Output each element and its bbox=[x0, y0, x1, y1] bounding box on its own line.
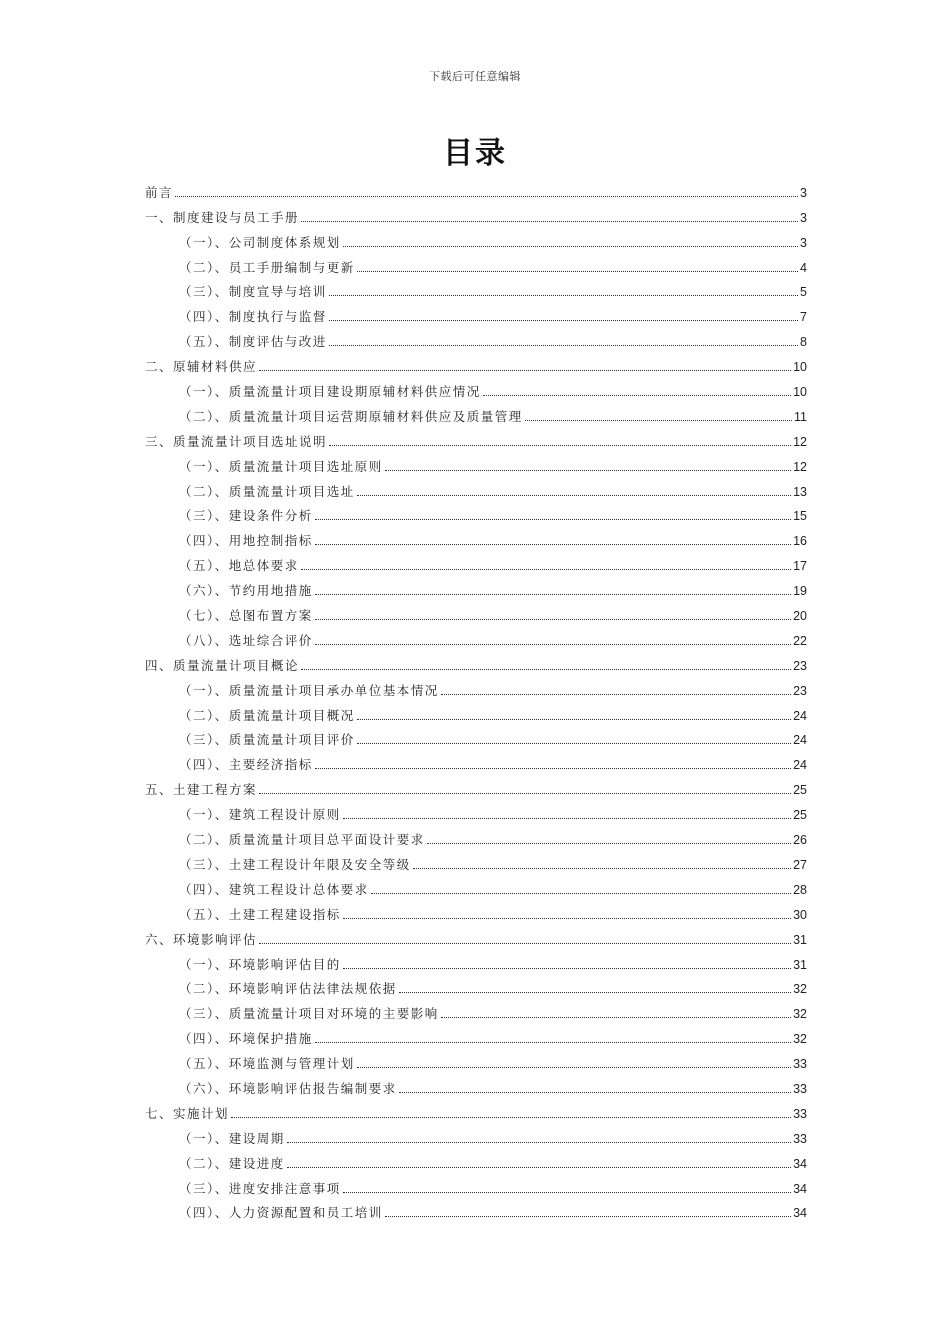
toc-entry-page: 27 bbox=[793, 857, 807, 872]
toc-entry-label: 前言 bbox=[145, 184, 174, 200]
toc-entry-label: （三）、土建工程设计年限及安全等级 bbox=[179, 856, 411, 872]
toc-entry-label: （一）、建设周期 bbox=[179, 1130, 285, 1146]
toc-leader-dots bbox=[357, 743, 791, 744]
toc-entry-page: 8 bbox=[800, 335, 807, 350]
toc-entry[interactable] bbox=[145, 748, 807, 773]
toc-entry-page: 25 bbox=[793, 808, 807, 823]
toc-entry-label: （六）、环境影响评估报告编制要求 bbox=[179, 1080, 397, 1096]
toc-entry[interactable] bbox=[145, 226, 807, 251]
toc-leader-dots bbox=[301, 221, 798, 222]
toc-entry-page: 13 bbox=[793, 484, 807, 499]
toc-entry[interactable] bbox=[145, 873, 807, 898]
toc-entry[interactable] bbox=[145, 973, 807, 998]
toc-entry-label: 一、制度建设与员工手册 bbox=[145, 209, 300, 225]
toc-leader-dots bbox=[259, 793, 791, 794]
toc-entry-label: （五）、地总体要求 bbox=[179, 558, 299, 574]
toc-leader-dots bbox=[357, 271, 798, 272]
toc-leader-dots bbox=[357, 719, 791, 720]
toc-entry[interactable] bbox=[145, 724, 807, 749]
toc-leader-dots bbox=[385, 470, 791, 471]
toc-leader-dots bbox=[301, 669, 791, 670]
toc-entry-label: （四）、环境保护措施 bbox=[179, 1031, 313, 1047]
toc-entry-page: 11 bbox=[794, 409, 807, 424]
toc-entry[interactable] bbox=[145, 599, 807, 624]
toc-entry-label: 四、质量流量计项目概论 bbox=[145, 657, 300, 673]
toc-entry[interactable] bbox=[145, 674, 807, 699]
toc-leader-dots bbox=[343, 918, 791, 919]
toc-entry[interactable] bbox=[145, 823, 807, 848]
toc-entry[interactable] bbox=[145, 276, 807, 301]
toc-entry[interactable] bbox=[145, 500, 807, 525]
toc-leader-dots bbox=[315, 768, 791, 769]
toc-entry[interactable] bbox=[145, 649, 807, 674]
toc-entry-page: 15 bbox=[793, 509, 807, 524]
toc-entry-label: （五）、土建工程建设指标 bbox=[179, 906, 341, 922]
toc-entry-label: （二）、质量流量计项目总平面设计要求 bbox=[179, 832, 425, 848]
toc-leader-dots bbox=[259, 943, 791, 944]
toc-leader-dots bbox=[399, 992, 791, 993]
header-note: 下载后可任意编辑 bbox=[429, 70, 521, 83]
toc-leader-dots bbox=[427, 843, 791, 844]
toc-entry[interactable] bbox=[145, 524, 807, 549]
toc-entry-page: 24 bbox=[793, 733, 807, 748]
toc-entry-label: 六、环境影响评估 bbox=[145, 931, 258, 947]
toc-entry-page: 33 bbox=[793, 1106, 807, 1121]
toc-entry[interactable] bbox=[145, 1122, 807, 1147]
toc-entry[interactable] bbox=[145, 1097, 807, 1122]
toc-entry[interactable] bbox=[145, 300, 807, 325]
toc-entry-label: （四）、主要经济指标 bbox=[179, 757, 313, 773]
toc-leader-dots bbox=[525, 420, 792, 421]
toc-entry-label: （七）、总图布置方案 bbox=[179, 608, 313, 624]
toc-entry-page: 3 bbox=[800, 185, 807, 200]
toc-entry-page: 30 bbox=[793, 907, 807, 922]
toc-entry-page: 20 bbox=[793, 609, 807, 624]
toc-entry-label: （四）、制度执行与监督 bbox=[179, 309, 327, 325]
toc-leader-dots bbox=[413, 868, 791, 869]
toc-entry-page: 34 bbox=[793, 1181, 807, 1196]
toc-entry-page: 31 bbox=[793, 957, 807, 972]
toc-entry[interactable] bbox=[145, 201, 807, 226]
toc-entry-page: 23 bbox=[793, 658, 807, 673]
toc-entry-page: 23 bbox=[793, 683, 807, 698]
toc-entry-label: （五）、制度评估与改进 bbox=[179, 334, 327, 350]
toc-entry-page: 19 bbox=[793, 584, 807, 599]
toc-leader-dots bbox=[385, 1216, 791, 1217]
toc-entry-label: （一）、质量流量计项目选址原则 bbox=[179, 458, 383, 474]
toc-entry[interactable] bbox=[145, 375, 807, 400]
toc-leader-dots bbox=[357, 1067, 791, 1068]
toc-entry-page: 33 bbox=[793, 1081, 807, 1096]
toc-entry-label: （二）、质量流量计项目概况 bbox=[179, 707, 355, 723]
toc-leader-dots bbox=[329, 320, 798, 321]
toc-entry-label: （三）、建设条件分析 bbox=[179, 508, 313, 524]
toc-leader-dots bbox=[315, 1042, 791, 1043]
toc-entry[interactable] bbox=[145, 1172, 807, 1197]
toc-leader-dots bbox=[483, 395, 791, 396]
toc-entry-page: 28 bbox=[793, 882, 807, 897]
table-of-contents bbox=[145, 176, 807, 1221]
toc-entry-page: 22 bbox=[793, 633, 807, 648]
toc-entry-page: 34 bbox=[793, 1156, 807, 1171]
toc-entry-page: 32 bbox=[793, 982, 807, 997]
toc-entry[interactable] bbox=[145, 350, 807, 375]
toc-leader-dots bbox=[343, 968, 791, 969]
toc-entry-page: 12 bbox=[793, 434, 807, 449]
toc-entry[interactable] bbox=[145, 475, 807, 500]
toc-entry[interactable] bbox=[145, 325, 807, 350]
toc-entry-page: 17 bbox=[793, 559, 807, 574]
toc-leader-dots bbox=[315, 644, 791, 645]
toc-leader-dots bbox=[343, 1192, 791, 1193]
toc-entry[interactable] bbox=[145, 549, 807, 574]
toc-entry[interactable] bbox=[145, 898, 807, 923]
toc-entry[interactable] bbox=[145, 1047, 807, 1072]
toc-leader-dots bbox=[399, 1092, 791, 1093]
toc-entry[interactable] bbox=[145, 400, 807, 425]
toc-entry[interactable] bbox=[145, 1197, 807, 1222]
toc-entry-label: （一）、质量流量计项目建设期原辅材料供应情况 bbox=[179, 384, 481, 400]
toc-entry[interactable] bbox=[145, 624, 807, 649]
toc-leader-dots bbox=[259, 370, 791, 371]
page-title: 目录 bbox=[443, 136, 507, 171]
toc-entry-page: 10 bbox=[793, 385, 807, 400]
toc-entry-label: （三）、制度宣导与培训 bbox=[179, 284, 327, 300]
toc-entry-label: （二）、员工手册编制与更新 bbox=[179, 259, 355, 275]
toc-leader-dots bbox=[175, 196, 798, 197]
toc-entry[interactable] bbox=[145, 848, 807, 873]
toc-entry[interactable] bbox=[145, 251, 807, 276]
toc-leader-dots bbox=[301, 569, 791, 570]
toc-leader-dots bbox=[371, 893, 791, 894]
toc-entry-page: 34 bbox=[793, 1206, 807, 1221]
toc-entry-label: 三、质量流量计项目选址说明 bbox=[145, 433, 328, 449]
toc-entry-label: （三）、进度安排注意事项 bbox=[179, 1180, 341, 1196]
toc-entry-label: （一）、环境影响评估目的 bbox=[179, 956, 341, 972]
toc-entry[interactable] bbox=[145, 450, 807, 475]
toc-leader-dots bbox=[343, 246, 798, 247]
toc-entry-page: 5 bbox=[800, 285, 807, 300]
toc-entry-page: 24 bbox=[793, 758, 807, 773]
toc-entry[interactable] bbox=[145, 425, 807, 450]
toc-entry-page: 12 bbox=[793, 459, 807, 474]
toc-entry-label: （六）、节约用地措施 bbox=[179, 583, 313, 599]
toc-entry-page: 3 bbox=[800, 235, 807, 250]
toc-entry-page: 31 bbox=[793, 932, 807, 947]
toc-leader-dots bbox=[357, 495, 791, 496]
toc-entry-page: 26 bbox=[793, 833, 807, 848]
toc-entry-page: 16 bbox=[793, 534, 807, 549]
toc-entry-label: （一）、公司制度体系规划 bbox=[179, 234, 341, 250]
toc-leader-dots bbox=[231, 1117, 791, 1118]
toc-leader-dots bbox=[343, 818, 791, 819]
toc-entry[interactable] bbox=[145, 1072, 807, 1097]
toc-entry-label: （二）、建设进度 bbox=[179, 1155, 285, 1171]
toc-entry-page: 4 bbox=[800, 260, 807, 275]
toc-leader-dots bbox=[315, 594, 791, 595]
toc-entry-page: 33 bbox=[793, 1057, 807, 1072]
toc-entry-label: （八）、选址综合评价 bbox=[179, 632, 313, 648]
toc-entry-label: （二）、质量流量计项目选址 bbox=[179, 483, 355, 499]
toc-leader-dots bbox=[315, 519, 791, 520]
toc-entry[interactable] bbox=[145, 923, 807, 948]
toc-leader-dots bbox=[287, 1142, 791, 1143]
toc-entry-page: 33 bbox=[793, 1131, 807, 1146]
toc-entry[interactable] bbox=[145, 1022, 807, 1047]
toc-entry-label: （四）、用地控制指标 bbox=[179, 533, 313, 549]
toc-entry-label: （五）、环境监测与管理计划 bbox=[179, 1056, 355, 1072]
toc-entry-page: 10 bbox=[793, 360, 807, 375]
toc-leader-dots bbox=[441, 1017, 791, 1018]
toc-entry-label: （四）、人力资源配置和员工培训 bbox=[179, 1205, 383, 1221]
toc-entry-page: 32 bbox=[793, 1032, 807, 1047]
toc-entry-page: 25 bbox=[793, 783, 807, 798]
toc-entry[interactable] bbox=[145, 699, 807, 724]
toc-entry-page: 32 bbox=[793, 1007, 807, 1022]
toc-leader-dots bbox=[329, 295, 798, 296]
toc-entry-label: 五、土建工程方案 bbox=[145, 782, 258, 798]
toc-entry-page: 3 bbox=[800, 210, 807, 225]
toc-entry[interactable] bbox=[145, 948, 807, 973]
toc-entry-label: （四）、建筑工程设计总体要求 bbox=[179, 881, 369, 897]
toc-leader-dots bbox=[329, 445, 791, 446]
toc-entry-label: （二）、环境影响评估法律法规依据 bbox=[179, 981, 397, 997]
toc-entry-label: 二、原辅材料供应 bbox=[145, 359, 258, 375]
toc-entry-label: （一）、质量流量计项目承办单位基本情况 bbox=[179, 682, 439, 698]
toc-entry[interactable] bbox=[145, 773, 807, 798]
toc-entry[interactable] bbox=[145, 997, 807, 1022]
toc-entry-label: （二）、质量流量计项目运营期原辅材料供应及质量管理 bbox=[179, 408, 523, 424]
toc-leader-dots bbox=[315, 544, 791, 545]
toc-leader-dots bbox=[329, 345, 798, 346]
toc-entry-label: （三）、质量流量计项目对环境的主要影响 bbox=[179, 1006, 439, 1022]
toc-entry-page: 7 bbox=[800, 310, 807, 325]
toc-entry[interactable] bbox=[145, 1147, 807, 1172]
toc-entry[interactable] bbox=[145, 574, 807, 599]
toc-entry-page: 24 bbox=[793, 708, 807, 723]
toc-leader-dots bbox=[287, 1167, 791, 1168]
toc-entry-label: 七、实施计划 bbox=[145, 1105, 230, 1121]
toc-entry-label: （一）、建筑工程设计原则 bbox=[179, 807, 341, 823]
toc-leader-dots bbox=[315, 619, 791, 620]
toc-entry-label: （三）、质量流量计项目评价 bbox=[179, 732, 355, 748]
toc-entry[interactable] bbox=[145, 798, 807, 823]
toc-entry[interactable] bbox=[145, 176, 807, 201]
toc-leader-dots bbox=[441, 694, 791, 695]
